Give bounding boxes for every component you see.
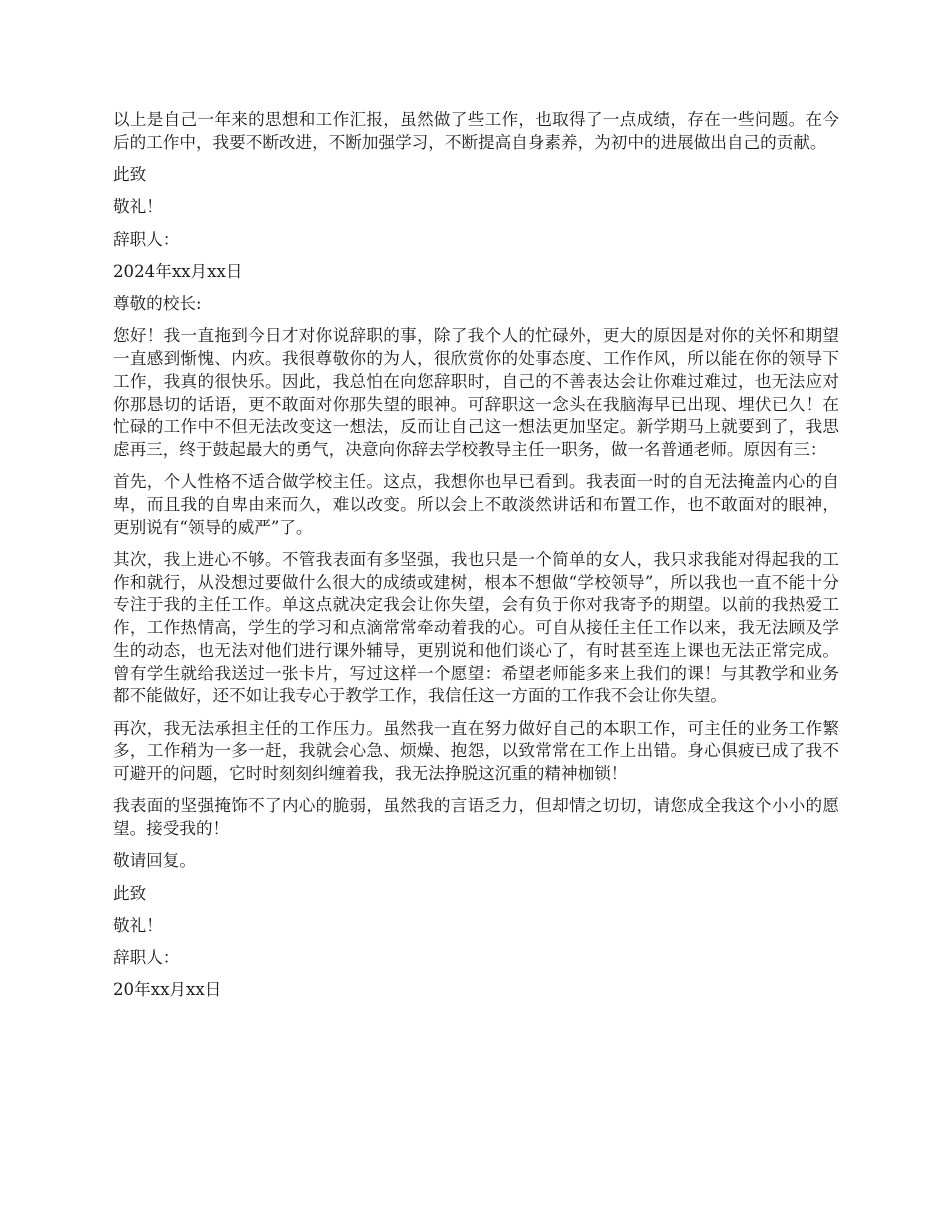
- letter-greeting: 尊敬的校长:: [113, 294, 202, 314]
- salutation-jing-li-2: 敬礼！: [113, 915, 163, 935]
- letter-intro-paragraph: 您好！我一直拖到今日才对你说辞职的事，除了我个人的忙碌外，更大的原因是对你的关怀和期望一直感到惭愧、内疚。我很尊敬你的为人，很欣赏你的处事态度、工作作风，所以能在你的领导下工作，我真的很快乐。因此，我总怕在向您辞职时，自己的不善表达会让你难过难过，也无法应对你那恳切的话语，更不敢面对你那失望的眼神。可辞职这一念头在我脑海早已出现、埋伏已久！在忙碌的工作中不但无法改变这一想法，反而让自己这一想法更加坚定。新学期马上就要到了，我思虑再三，终于鼓起最大的勇气，决意向你辞去学校教导主任一职务，做一名普通老师。原因有三：: [113, 326, 839, 459]
- closing-request-paragraph: 我表面的坚强掩饰不了内心的脆弱，虽然我的言语乏力，但却情之切切，请您成全我这个小小的愿望。接受我的！: [113, 796, 839, 838]
- closing-summary-paragraph: 以上是自己一年来的思想和工作汇报，虽然做了些工作，也取得了一点成绩，存在一些问题。在今后的工作中，我要不断改进，不断加强学习，不断提高自身素养，为初中的进展做出自己的贡献。: [113, 110, 839, 152]
- reason-one-paragraph: 首先，个人性格不适合做学校主任。这点，我想你也早已看到。我表面一时的自无法掩盖内心的自卑，而且我的自卑由来而久，难以改变。所以会上不敢淡然讲话和布置工作，也不敢面对的眼神，更别说有“领导的威严”了。: [113, 472, 839, 537]
- signature-label: 辞职人：: [113, 229, 180, 249]
- date-line-2: 20年xx月xx日: [113, 980, 222, 1000]
- reason-three-paragraph: 再次，我无法承担主任的工作压力。虽然我一直在努力做好自己的本职工作，可主任的业务工作繁多，工作稍为一多一赶，我就会心急、烦燥、抱怨，以致常常在工作上出错。身心俱疲已成了我不可避开的问题，它时时刻刻纠缠着我，我无法挣脱这沉重的精神枷锁！: [113, 718, 839, 783]
- salutation-ci-zhi-2: 此致: [113, 883, 147, 903]
- document-body: [113, 109, 839, 1012]
- salutation-jing-li: 敬礼！: [113, 197, 163, 217]
- date-line: 2024年xx月xx日: [113, 261, 243, 281]
- reason-two-paragraph: 其次，我上进心不够。不管我表面有多坚强，我也只是一个简单的女人，我只求我能对得起我的工作和就行，从没想过要做什么很大的成绩或建树，根本不想做“学校领导”，所以我也一直不能十分专注于我的主任工作。单这点就决定我会让你失望，会有负于你对我寄予的期望。以前的我热爱工作，工作热情高，学生的学习和点滴常常牵动着我的心。可自从接任主任工作以来，我无法顾及学生的动态，也无法对他们进行课外辅导，更别说和他们谈心了，有时甚至连上课也无法正常完成。曾有学生就给我送过一张卡片，写过这样一个愿望：希望老师能多来上我们的课！与其教学和业务都不能做好，还不如让我专心于教学工作，我信任这一方面的工作我不会让你失望。: [113, 550, 839, 706]
- signature-label-2: 辞职人：: [113, 948, 180, 968]
- salutation-ci-zhi: 此致: [113, 165, 147, 184]
- reply-request: 敬请回复。: [113, 851, 196, 871]
